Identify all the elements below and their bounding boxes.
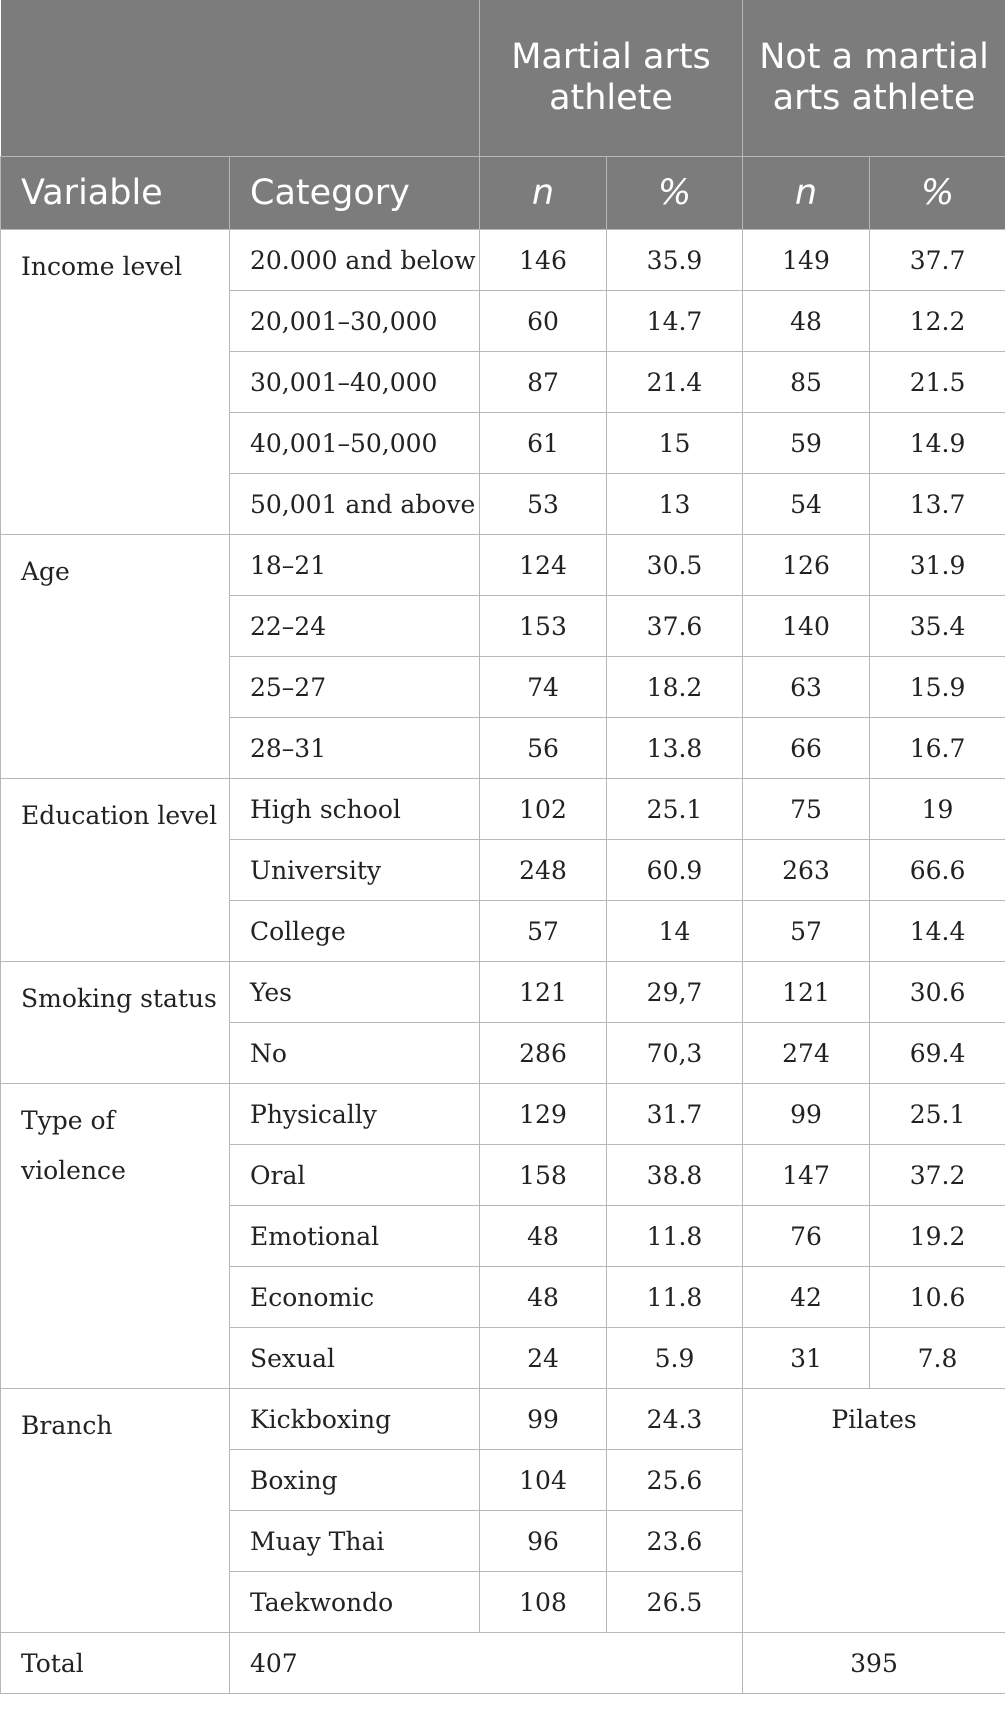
ma-n-cell: 248	[480, 840, 607, 901]
not-pct-cell: 16.7	[870, 718, 1005, 779]
table-row	[1, 779, 1005, 840]
category-cell: Economic	[230, 1267, 480, 1328]
not-pct-cell: 35.4	[870, 596, 1005, 657]
ma-n-cell: 286	[480, 1023, 607, 1084]
not-pct-cell: 21.5	[870, 352, 1005, 413]
table-header	[1, 0, 1005, 230]
not-pct-cell: 10.6	[870, 1267, 1005, 1328]
ma-pct-cell: 11.8	[607, 1267, 743, 1328]
header-row-groups	[1, 0, 1005, 157]
not-n-cell: 42	[743, 1267, 870, 1328]
header-not-n: n	[743, 157, 870, 230]
not-pct-cell: 66.6	[870, 840, 1005, 901]
not-pct-cell: 31.9	[870, 535, 1005, 596]
ma-pct-cell: 13	[607, 474, 743, 535]
ma-pct-cell: 15	[607, 413, 743, 474]
ma-pct-cell: 21.4	[607, 352, 743, 413]
not-n-cell: 149	[743, 230, 870, 291]
header-martial-arts-athlete: Martial arts athlete	[480, 0, 743, 157]
ma-n-cell: 60	[480, 291, 607, 352]
category-cell: Sexual	[230, 1328, 480, 1389]
ma-n-cell: 124	[480, 535, 607, 596]
ma-n-cell: 56	[480, 718, 607, 779]
ma-pct-cell: 29,7	[607, 962, 743, 1023]
not-n-cell: 31	[743, 1328, 870, 1389]
ma-n-cell: 74	[480, 657, 607, 718]
ma-pct-cell: 14	[607, 901, 743, 962]
ma-pct-cell: 25.1	[607, 779, 743, 840]
category-cell: Kickboxing	[230, 1389, 480, 1450]
not-n-cell: 57	[743, 901, 870, 962]
variable-cell: Age	[1, 535, 230, 779]
not-pct-cell: 37.7	[870, 230, 1005, 291]
total-row	[1, 1633, 1005, 1694]
not-branch-cell: Pilates	[743, 1389, 1005, 1633]
category-cell: 18–21	[230, 535, 480, 596]
variable-cell: Smoking status	[1, 962, 230, 1084]
ma-n-cell: 102	[480, 779, 607, 840]
category-cell: 50,001 and above	[230, 474, 480, 535]
not-n-cell: 263	[743, 840, 870, 901]
total-not: 395	[743, 1633, 1005, 1694]
not-n-cell: 75	[743, 779, 870, 840]
category-cell: 28–31	[230, 718, 480, 779]
ma-pct-cell: 38.8	[607, 1145, 743, 1206]
ma-pct-cell: 25.6	[607, 1450, 743, 1511]
not-pct-cell: 69.4	[870, 1023, 1005, 1084]
ma-n-cell: 158	[480, 1145, 607, 1206]
not-pct-cell: 13.7	[870, 474, 1005, 535]
variable-cell: Branch	[1, 1389, 230, 1633]
ma-n-cell: 24	[480, 1328, 607, 1389]
header-blank-cell	[1, 0, 480, 157]
not-n-cell: 99	[743, 1084, 870, 1145]
header-ma-pct: %	[607, 157, 743, 230]
not-n-cell: 147	[743, 1145, 870, 1206]
not-n-cell: 121	[743, 962, 870, 1023]
ma-n-cell: 129	[480, 1084, 607, 1145]
category-cell: 25–27	[230, 657, 480, 718]
category-cell: College	[230, 901, 480, 962]
variable-cell: Income level	[1, 230, 230, 535]
ma-pct-cell: 5.9	[607, 1328, 743, 1389]
not-pct-cell: 7.8	[870, 1328, 1005, 1389]
not-n-cell: 140	[743, 596, 870, 657]
not-pct-cell: 19	[870, 779, 1005, 840]
category-cell: High school	[230, 779, 480, 840]
not-pct-cell: 25.1	[870, 1084, 1005, 1145]
total-ma: 407	[230, 1633, 743, 1694]
category-cell: 30,001–40,000	[230, 352, 480, 413]
not-pct-cell: 30.6	[870, 962, 1005, 1023]
ma-n-cell: 108	[480, 1572, 607, 1633]
ma-pct-cell: 13.8	[607, 718, 743, 779]
ma-n-cell: 146	[480, 230, 607, 291]
header-category: Category	[230, 157, 480, 230]
ma-n-cell: 48	[480, 1267, 607, 1328]
ma-n-cell: 99	[480, 1389, 607, 1450]
ma-pct-cell: 18.2	[607, 657, 743, 718]
ma-n-cell: 57	[480, 901, 607, 962]
ma-pct-cell: 14.7	[607, 291, 743, 352]
not-pct-cell: 14.4	[870, 901, 1005, 962]
category-cell: No	[230, 1023, 480, 1084]
not-n-cell: 54	[743, 474, 870, 535]
header-row-columns	[1, 157, 1005, 230]
header-not-pct: %	[870, 157, 1005, 230]
ma-n-cell: 53	[480, 474, 607, 535]
category-cell: 20.000 and below	[230, 230, 480, 291]
category-cell: Muay Thai	[230, 1511, 480, 1572]
ma-pct-cell: 60.9	[607, 840, 743, 901]
category-cell: Taekwondo	[230, 1572, 480, 1633]
table-row	[1, 1084, 1005, 1145]
table-row	[1, 962, 1005, 1023]
not-pct-cell: 12.2	[870, 291, 1005, 352]
total-label: Total	[1, 1633, 230, 1694]
not-n-cell: 66	[743, 718, 870, 779]
not-n-cell: 63	[743, 657, 870, 718]
ma-n-cell: 87	[480, 352, 607, 413]
category-cell: Boxing	[230, 1450, 480, 1511]
ma-pct-cell: 35.9	[607, 230, 743, 291]
ma-pct-cell: 24.3	[607, 1389, 743, 1450]
ma-n-cell: 153	[480, 596, 607, 657]
not-n-cell: 274	[743, 1023, 870, 1084]
not-n-cell: 48	[743, 291, 870, 352]
ma-pct-cell: 30.5	[607, 535, 743, 596]
ma-pct-cell: 11.8	[607, 1206, 743, 1267]
not-pct-cell: 19.2	[870, 1206, 1005, 1267]
ma-n-cell: 96	[480, 1511, 607, 1572]
category-cell: Physically	[230, 1084, 480, 1145]
not-n-cell: 85	[743, 352, 870, 413]
ma-pct-cell: 23.6	[607, 1511, 743, 1572]
variable-cell: Type of violence	[1, 1084, 230, 1389]
table-body	[1, 230, 1005, 1694]
not-pct-cell: 14.9	[870, 413, 1005, 474]
header-not-martial-arts-athlete: Not a martial arts athlete	[743, 0, 1005, 157]
category-cell: University	[230, 840, 480, 901]
not-pct-cell: 37.2	[870, 1145, 1005, 1206]
category-cell: Yes	[230, 962, 480, 1023]
category-cell: Oral	[230, 1145, 480, 1206]
header-variable: Variable	[1, 157, 230, 230]
ma-n-cell: 48	[480, 1206, 607, 1267]
category-cell: 22–24	[230, 596, 480, 657]
ma-n-cell: 121	[480, 962, 607, 1023]
variable-cell: Education level	[1, 779, 230, 962]
not-pct-cell: 15.9	[870, 657, 1005, 718]
category-cell: Emotional	[230, 1206, 480, 1267]
table-row	[1, 230, 1005, 291]
ma-n-cell: 61	[480, 413, 607, 474]
category-cell: 40,001–50,000	[230, 413, 480, 474]
table-row	[1, 535, 1005, 596]
not-n-cell: 76	[743, 1206, 870, 1267]
ma-pct-cell: 26.5	[607, 1572, 743, 1633]
not-n-cell: 126	[743, 535, 870, 596]
category-cell: 20,001–30,000	[230, 291, 480, 352]
header-ma-n: n	[480, 157, 607, 230]
not-n-cell: 59	[743, 413, 870, 474]
ma-n-cell: 104	[480, 1450, 607, 1511]
ma-pct-cell: 70,3	[607, 1023, 743, 1084]
ma-pct-cell: 31.7	[607, 1084, 743, 1145]
table-row	[1, 1389, 1005, 1450]
ma-pct-cell: 37.6	[607, 596, 743, 657]
